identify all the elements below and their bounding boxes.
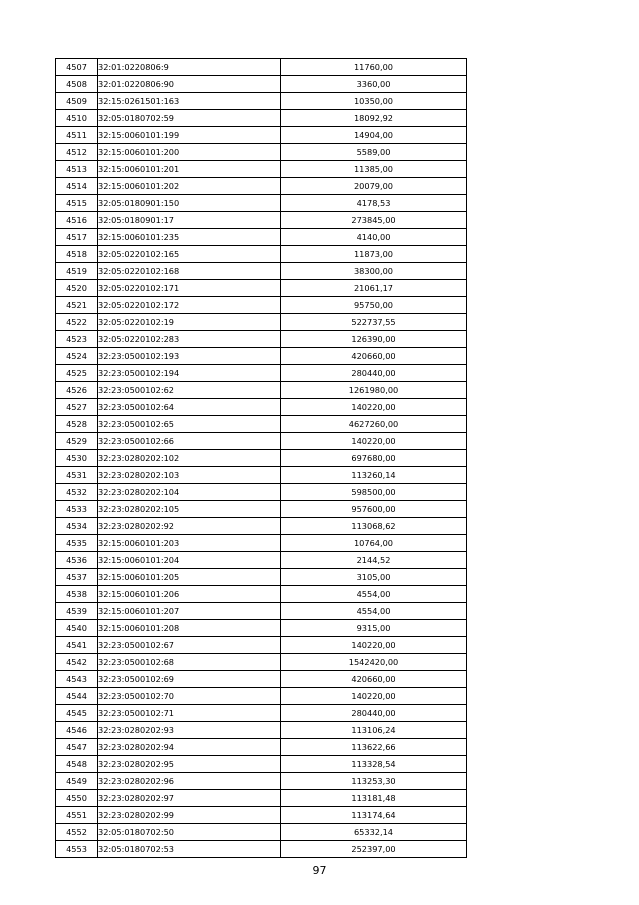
cadastral-value-table	[55, 58, 467, 858]
table-row	[56, 603, 467, 620]
table-row	[56, 790, 467, 807]
row-number-cell: 4545	[56, 705, 98, 722]
cadastral-number-cell: 32:23:0280202:105	[98, 501, 281, 518]
cadastral-number-cell: 32:23:0280202:95	[98, 756, 281, 773]
value-cell: 598500,00	[281, 484, 467, 501]
table-row	[56, 144, 467, 161]
row-number-cell: 4536	[56, 552, 98, 569]
value-cell: 14904,00	[281, 127, 467, 144]
value-cell: 957600,00	[281, 501, 467, 518]
row-number-cell: 4527	[56, 399, 98, 416]
value-cell: 522737,55	[281, 314, 467, 331]
value-cell: 280440,00	[281, 705, 467, 722]
row-number-cell: 4512	[56, 144, 98, 161]
value-cell: 113622,66	[281, 739, 467, 756]
value-cell: 4627260,00	[281, 416, 467, 433]
row-number-cell: 4533	[56, 501, 98, 518]
value-cell: 113174,64	[281, 807, 467, 824]
cadastral-number-cell: 32:05:0220102:172	[98, 297, 281, 314]
table-row	[56, 484, 467, 501]
table-row	[56, 127, 467, 144]
table-row	[56, 212, 467, 229]
row-number-cell: 4532	[56, 484, 98, 501]
row-number-cell: 4552	[56, 824, 98, 841]
value-cell: 4178,53	[281, 195, 467, 212]
row-number-cell: 4518	[56, 246, 98, 263]
table-row	[56, 399, 467, 416]
cadastral-number-cell: 32:05:0180702:59	[98, 110, 281, 127]
cadastral-number-cell: 32:23:0500102:64	[98, 399, 281, 416]
value-cell: 95750,00	[281, 297, 467, 314]
value-cell: 65332,14	[281, 824, 467, 841]
cadastral-number-cell: 32:23:0280202:93	[98, 722, 281, 739]
table-row	[56, 229, 467, 246]
cadastral-number-cell: 32:05:0220102:165	[98, 246, 281, 263]
table-row	[56, 756, 467, 773]
cadastral-number-cell: 32:23:0500102:194	[98, 365, 281, 382]
row-number-cell: 4551	[56, 807, 98, 824]
value-cell: 1261980,00	[281, 382, 467, 399]
value-cell: 21061,17	[281, 280, 467, 297]
cadastral-number-cell: 32:23:0280202:96	[98, 773, 281, 790]
value-cell: 4554,00	[281, 603, 467, 620]
value-cell: 4554,00	[281, 586, 467, 603]
table-row	[56, 518, 467, 535]
table-body	[56, 59, 467, 858]
value-cell: 113328,54	[281, 756, 467, 773]
cadastral-number-cell: 32:15:0060101:208	[98, 620, 281, 637]
cadastral-number-cell: 32:05:0180702:50	[98, 824, 281, 841]
table-row	[56, 467, 467, 484]
value-cell: 420660,00	[281, 671, 467, 688]
row-number-cell: 4549	[56, 773, 98, 790]
value-cell: 140220,00	[281, 399, 467, 416]
value-cell: 113106,24	[281, 722, 467, 739]
row-number-cell: 4510	[56, 110, 98, 127]
value-cell: 113253,30	[281, 773, 467, 790]
cadastral-number-cell: 32:15:0060101:203	[98, 535, 281, 552]
table-row	[56, 314, 467, 331]
table-row	[56, 552, 467, 569]
row-number-cell: 4538	[56, 586, 98, 603]
table-row	[56, 93, 467, 110]
cadastral-number-cell: 32:05:0220102:283	[98, 331, 281, 348]
cadastral-number-cell: 32:23:0500102:70	[98, 688, 281, 705]
value-cell: 252397,00	[281, 841, 467, 858]
value-cell: 420660,00	[281, 348, 467, 365]
table-row	[56, 76, 467, 93]
value-cell: 2144,52	[281, 552, 467, 569]
cadastral-number-cell: 32:23:0280202:92	[98, 518, 281, 535]
cadastral-number-cell: 32:05:0220102:168	[98, 263, 281, 280]
table-row	[56, 841, 467, 858]
row-number-cell: 4513	[56, 161, 98, 178]
cadastral-number-cell: 32:01:0220806:9	[98, 59, 281, 76]
table-row	[56, 569, 467, 586]
value-cell: 697680,00	[281, 450, 467, 467]
row-number-cell: 4511	[56, 127, 98, 144]
cadastral-number-cell: 32:23:0500102:65	[98, 416, 281, 433]
cadastral-number-cell: 32:05:0220102:171	[98, 280, 281, 297]
cadastral-number-cell: 32:15:0060101:206	[98, 586, 281, 603]
table-row	[56, 773, 467, 790]
table-row	[56, 416, 467, 433]
cadastral-number-cell: 32:15:0060101:207	[98, 603, 281, 620]
row-number-cell: 4539	[56, 603, 98, 620]
value-cell: 113260,14	[281, 467, 467, 484]
value-cell: 11385,00	[281, 161, 467, 178]
cadastral-number-cell: 32:05:0180702:53	[98, 841, 281, 858]
value-cell: 4140,00	[281, 229, 467, 246]
row-number-cell: 4529	[56, 433, 98, 450]
cadastral-number-cell: 32:23:0280202:103	[98, 467, 281, 484]
value-cell: 20079,00	[281, 178, 467, 195]
value-cell: 280440,00	[281, 365, 467, 382]
value-cell: 11873,00	[281, 246, 467, 263]
cadastral-number-cell: 32:15:0261501:163	[98, 93, 281, 110]
value-cell: 38300,00	[281, 263, 467, 280]
cadastral-number-cell: 32:23:0500102:193	[98, 348, 281, 365]
table-row	[56, 382, 467, 399]
row-number-cell: 4553	[56, 841, 98, 858]
cadastral-number-cell: 32:05:0220102:19	[98, 314, 281, 331]
row-number-cell: 4523	[56, 331, 98, 348]
page-number: 97	[312, 864, 327, 877]
cadastral-number-cell: 32:23:0500102:68	[98, 654, 281, 671]
table-row	[56, 280, 467, 297]
table-row	[56, 161, 467, 178]
value-cell: 9315,00	[281, 620, 467, 637]
value-cell: 18092,92	[281, 110, 467, 127]
row-number-cell: 4507	[56, 59, 98, 76]
value-cell: 140220,00	[281, 688, 467, 705]
value-cell: 113181,48	[281, 790, 467, 807]
table-row	[56, 263, 467, 280]
row-number-cell: 4541	[56, 637, 98, 654]
table-row	[56, 246, 467, 263]
row-number-cell: 4521	[56, 297, 98, 314]
table-row	[56, 365, 467, 382]
table-row	[56, 178, 467, 195]
cadastral-number-cell: 32:05:0180901:17	[98, 212, 281, 229]
cadastral-number-cell: 32:23:0280202:104	[98, 484, 281, 501]
cadastral-number-cell: 32:15:0060101:201	[98, 161, 281, 178]
table-row	[56, 807, 467, 824]
cadastral-number-cell: 32:23:0280202:97	[98, 790, 281, 807]
row-number-cell: 4514	[56, 178, 98, 195]
table-row	[56, 110, 467, 127]
row-number-cell: 4531	[56, 467, 98, 484]
table-row	[56, 195, 467, 212]
table-row	[56, 348, 467, 365]
value-cell: 5589,00	[281, 144, 467, 161]
table-row	[56, 671, 467, 688]
row-number-cell: 4530	[56, 450, 98, 467]
cadastral-number-cell: 32:05:0180901:150	[98, 195, 281, 212]
row-number-cell: 4537	[56, 569, 98, 586]
cadastral-number-cell: 32:23:0280202:99	[98, 807, 281, 824]
cadastral-number-cell: 32:23:0280202:102	[98, 450, 281, 467]
row-number-cell: 4535	[56, 535, 98, 552]
table-row	[56, 637, 467, 654]
table-row	[56, 722, 467, 739]
row-number-cell: 4548	[56, 756, 98, 773]
row-number-cell: 4546	[56, 722, 98, 739]
table-row	[56, 688, 467, 705]
row-number-cell: 4534	[56, 518, 98, 535]
cadastral-number-cell: 32:23:0500102:66	[98, 433, 281, 450]
row-number-cell: 4520	[56, 280, 98, 297]
table-row	[56, 739, 467, 756]
cadastral-number-cell: 32:01:0220806:90	[98, 76, 281, 93]
table-row	[56, 501, 467, 518]
cadastral-number-cell: 32:15:0060101:204	[98, 552, 281, 569]
value-cell: 3360,00	[281, 76, 467, 93]
table-row	[56, 824, 467, 841]
row-number-cell: 4509	[56, 93, 98, 110]
value-cell: 1542420,00	[281, 654, 467, 671]
row-number-cell: 4515	[56, 195, 98, 212]
value-cell: 273845,00	[281, 212, 467, 229]
cadastral-number-cell: 32:15:0060101:200	[98, 144, 281, 161]
row-number-cell: 4528	[56, 416, 98, 433]
cadastral-number-cell: 32:23:0500102:67	[98, 637, 281, 654]
table-row	[56, 297, 467, 314]
value-cell: 11760,00	[281, 59, 467, 76]
table-row	[56, 450, 467, 467]
cadastral-number-cell: 32:15:0060101:199	[98, 127, 281, 144]
row-number-cell: 4544	[56, 688, 98, 705]
cadastral-number-cell: 32:15:0060101:235	[98, 229, 281, 246]
value-cell: 3105,00	[281, 569, 467, 586]
value-cell: 10764,00	[281, 535, 467, 552]
row-number-cell: 4508	[56, 76, 98, 93]
table-row	[56, 705, 467, 722]
row-number-cell: 4526	[56, 382, 98, 399]
table-row	[56, 59, 467, 76]
value-cell: 126390,00	[281, 331, 467, 348]
row-number-cell: 4547	[56, 739, 98, 756]
cadastral-number-cell: 32:23:0500102:62	[98, 382, 281, 399]
cadastral-number-cell: 32:15:0060101:205	[98, 569, 281, 586]
row-number-cell: 4540	[56, 620, 98, 637]
row-number-cell: 4517	[56, 229, 98, 246]
row-number-cell: 4522	[56, 314, 98, 331]
row-number-cell: 4519	[56, 263, 98, 280]
cadastral-number-cell: 32:23:0500102:71	[98, 705, 281, 722]
cadastral-number-cell: 32:15:0060101:202	[98, 178, 281, 195]
table-row	[56, 654, 467, 671]
row-number-cell: 4542	[56, 654, 98, 671]
table-row	[56, 620, 467, 637]
value-cell: 140220,00	[281, 433, 467, 450]
row-number-cell: 4550	[56, 790, 98, 807]
table-row	[56, 331, 467, 348]
table-row	[56, 433, 467, 450]
row-number-cell: 4543	[56, 671, 98, 688]
row-number-cell: 4516	[56, 212, 98, 229]
value-cell: 140220,00	[281, 637, 467, 654]
table-row	[56, 586, 467, 603]
table-row	[56, 535, 467, 552]
row-number-cell: 4525	[56, 365, 98, 382]
row-number-cell: 4524	[56, 348, 98, 365]
cadastral-number-cell: 32:23:0280202:94	[98, 739, 281, 756]
value-cell: 10350,00	[281, 93, 467, 110]
cadastral-number-cell: 32:23:0500102:69	[98, 671, 281, 688]
value-cell: 113068,62	[281, 518, 467, 535]
